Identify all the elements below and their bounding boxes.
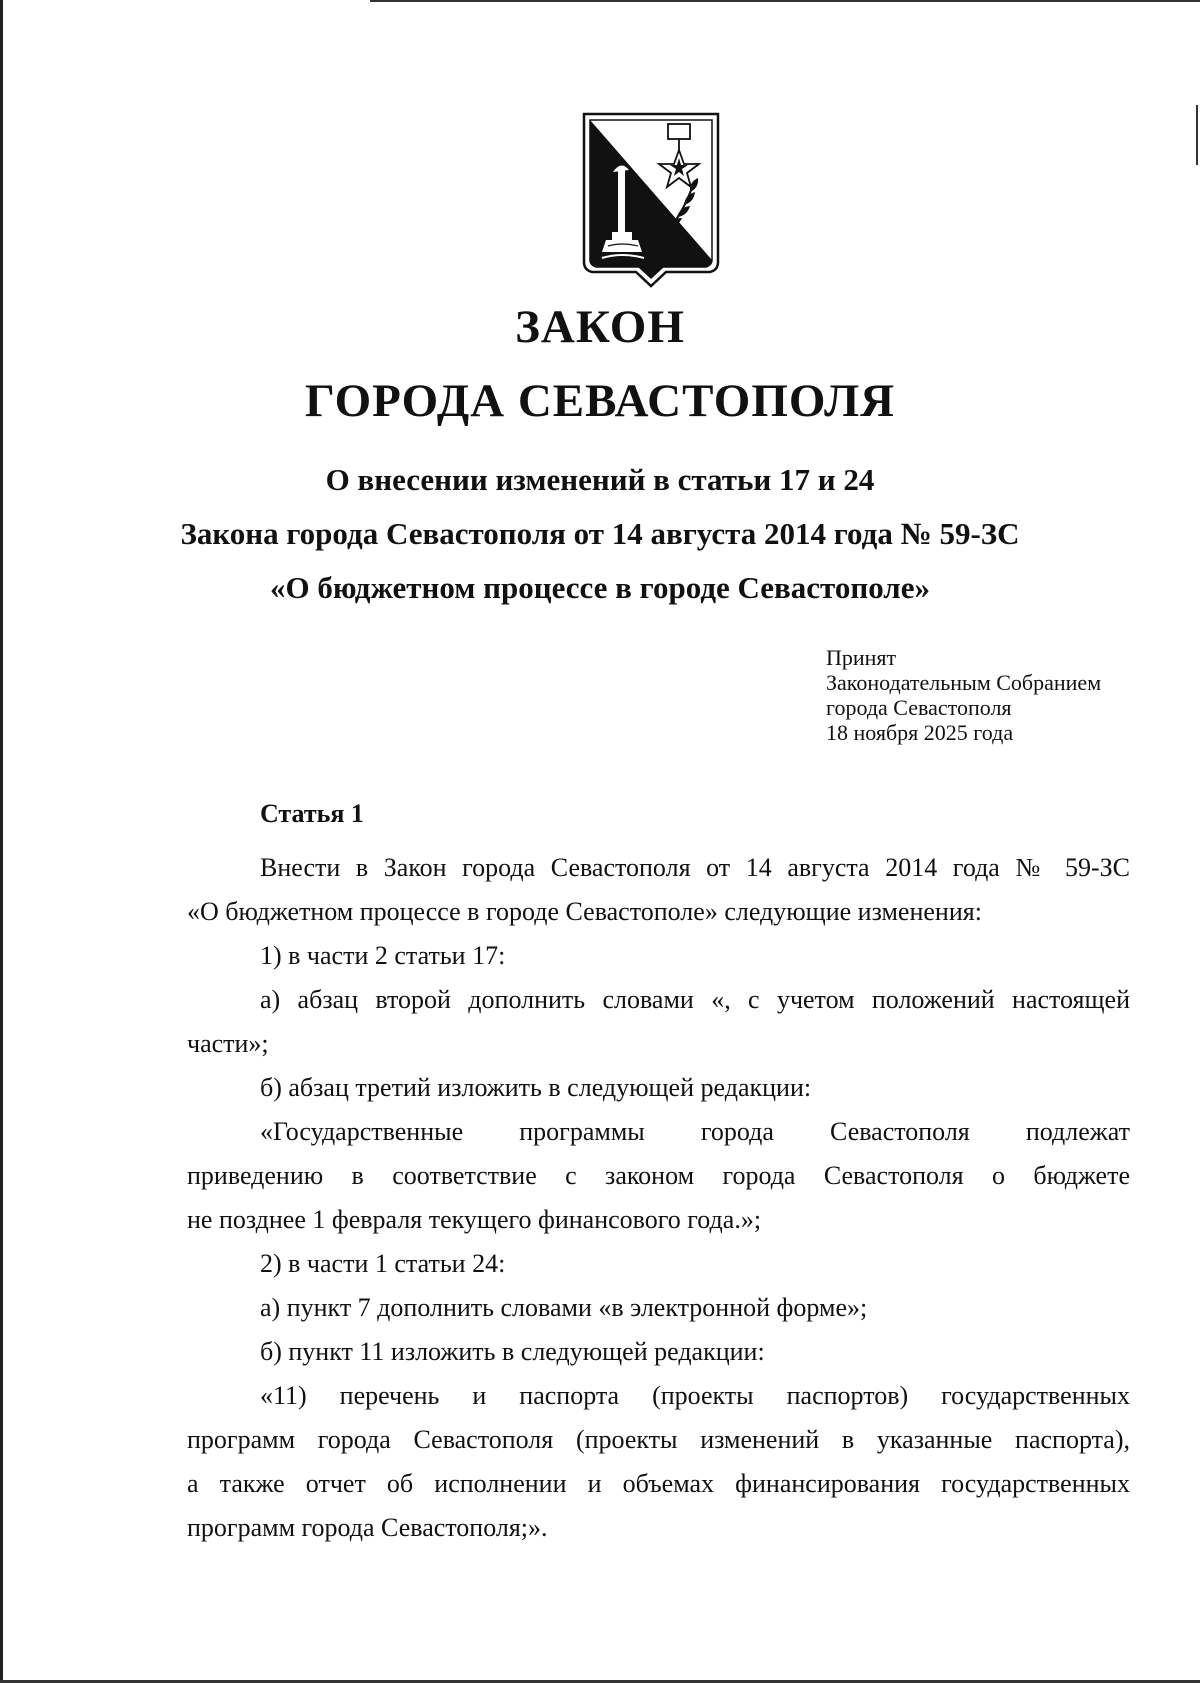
article-text-line: б) пункт 11 изложить в следующей редакции: xyxy=(260,1337,765,1366)
article-text-line: программ города Севастополя;». xyxy=(187,1513,548,1542)
article-text-line: «О бюджетном процессе в городе Севастополе» следующие изменения: xyxy=(187,897,982,926)
adoption-line: Принят xyxy=(826,645,897,670)
article-text-line: а) пункт 7 дополнить словами «в электронной форме»; xyxy=(260,1293,868,1322)
law-name-line: О внесении изменений в статьи 17 и 24 xyxy=(325,462,875,497)
article-text-line: приведению в соответствие с законом города Севастополя о бюджете xyxy=(187,1161,1130,1190)
article-text-line: а также отчет об исполнении и объемах финансирования государственных xyxy=(187,1469,1130,1498)
law-name-line: Закона города Севастополя от 14 августа 2014 года № 59-ЗС xyxy=(180,516,1020,551)
article-title: Статья 1 xyxy=(260,799,364,828)
adoption-line: Законодательным Собранием xyxy=(826,670,1102,695)
scan-edge-left xyxy=(0,0,3,1683)
adoption-line: города Севастополя xyxy=(826,695,1012,720)
article-text-line: б) абзац третий изложить в следующей редакции: xyxy=(260,1073,812,1102)
article-text-line: не позднее 1 февраля текущего финансового года.»; xyxy=(187,1205,762,1234)
article-text-line: «11) перечень и паспорта (проекты паспортов) государственных xyxy=(260,1381,1130,1410)
article-text-line: а) абзац второй дополнить словами «, с учетом положений настоящей xyxy=(260,985,1130,1014)
scan-edge-right xyxy=(1196,105,1198,165)
sevastopol-coat-of-arms-icon xyxy=(582,112,720,288)
article-text-line: 2) в части 1 статьи 24: xyxy=(260,1249,506,1278)
article-text-line: программ города Севастополя (проекты изменений в указанные паспорта), xyxy=(187,1425,1130,1454)
article-text-line: части»; xyxy=(187,1029,269,1058)
document-subtitle: ГОРОДА СЕВАСТОПОЛЯ xyxy=(304,375,896,427)
article-text-line: Внести в Закон города Севастополя от 14 августа 2014 года № 59-ЗС xyxy=(260,853,1130,882)
scan-edge-top xyxy=(370,0,1200,2)
article-text-line: 1) в части 2 статьи 17: xyxy=(260,941,506,970)
article-text-line: «Государственные программы города Севастополя подлежат xyxy=(260,1117,1130,1146)
adoption-date: 18 ноября 2025 года xyxy=(826,720,1014,745)
law-name-line: «О бюджетном процессе в городе Севастополе» xyxy=(270,570,930,605)
adoption-block xyxy=(826,645,1101,745)
document-title: ЗАКОН xyxy=(515,301,685,353)
